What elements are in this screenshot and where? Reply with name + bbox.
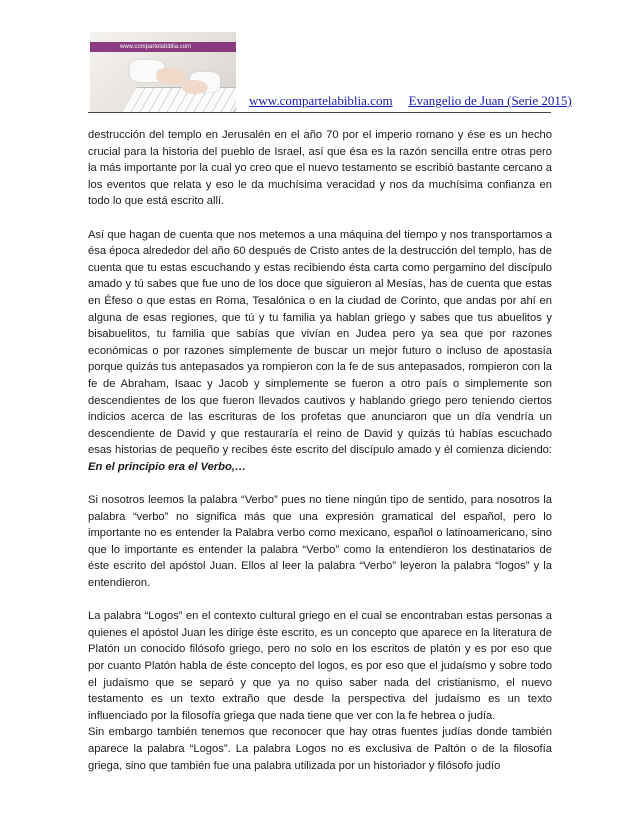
series-link[interactable]: Evangelio de Juan (Serie 2015) xyxy=(408,93,572,108)
paragraph-3: Si nosotros leemos la palabra “Verbo” pues no tiene ningún tipo de sentido, para nosotros la palabra “verbo” no significa más que una expresión gramatical del español, pero lo importante no es entender la Palabra verbo como mexicano, español o latinoamericano, sino que lo importante es entender la palabra “Verbo” como la entendieron los destinatarios de éste escrito del apóstol Juan. Ellos al leer la palabra “Verbo” leyeron la palabra “logos” y la entendieron. xyxy=(88,494,552,590)
paragraph-2-quote: En el principio era el Verbo,… xyxy=(88,460,247,473)
hand-right-illustration xyxy=(182,80,208,94)
site-link[interactable]: www.compartelabiblia.com xyxy=(249,93,393,108)
paragraph-4: La palabra “Logos” en el contexto cultural griego en el cual se encontraban estas personas a quienes el apóstol Juan les dirige éste escrito, es un concepto que aparece en la literatura de Platón un conocido filósofo griego, pero no solo en los escritos de platón y es por eso que por cuanto Platón habla de éste concepto del logos, es por eso que el judaísmo y sobre todo el judaísmo que se separó y que ya no quiso saber nada del cristianismo, el nuevo testamento es un texto extraño que desde la perspectiva del judaísmo es un texto influenciado por la filosofía griega que nada tiene que ver con la fe hebrea o judía. xyxy=(88,610,552,722)
header-links xyxy=(249,93,572,109)
keyboard-illustration xyxy=(119,87,236,112)
paragraph-2-text: Así que hagan de cuenta que nos metemos a una máquina del tiempo y nos transportamos a ésa época alrededor del año 60 después de Cristo antes de la destrucción del templo, has de cuenta que tu estas escuchando y estas recibiendo ésta carta como pergamino del discípulo amado y tú sabes que fue uno de los doce que siguieron al Mesías, has de cuenta que estas en Éfeso o que estas en Roma, Tesalónica o en la ciudad de Corinto, que andas por ahí en alguna de esas regiones, que tú y tu familia ya hablan griego y sabes que tus abuelitos y bisabuelitos, tu familia que sabías que vivían en Judea pero ya sea que por razones económicas o por razones simplemente de buscar un mejor futuro o incluso de apostasía porque quizás tus antepasados ya rompieron con la fe de sus antepasados, rompieron con la fe de Abraham, Isaac y Jacob y simplemente se fueron a otro país o simplemente son descendientes de los que fueron llevados cautivos y hablando griego pero teniendo ciertos indicios acerca de las escrituras de los profetas que anunciaron que un día vendría un descendiente de David y que restauraría el reino de David y quizás tú habías escuchado esas historias de pequeño y recibes éste escrito del discípulo amado y él comienza diciendo: xyxy=(88,228,552,457)
paragraph-1: destrucción del templo en Jerusalén en el año 70 por el imperio romano y ése es un hecho crucial para la historia del pueblo de Israel, así que ésa es la razón sencilla entre otras pero la más importante por la cual yo creo que el nuevo testamento se escribió bastante cercano a los eventos que relata y eso le da muchísima veracidad y nos da muchísima confianza en todo lo que está escrito allí. xyxy=(88,129,552,208)
header-photo xyxy=(90,32,236,112)
document-body xyxy=(88,127,552,791)
header-photo-caption: www.compartelabiblia.com xyxy=(120,44,192,50)
header-photo-url-strip xyxy=(90,42,236,52)
paragraph-5: Sin embargo también tenemos que reconocer que hay otras fuentes judías donde también aparece la palabra “Logos”. La palabra Logos no es exclusiva de Paltón o de la filosofía griega, sino que también fue una palabra utilizada por un historiador y filósofo judío xyxy=(88,726,552,772)
header-divider xyxy=(88,112,551,113)
paragraph-2 xyxy=(88,227,552,476)
hand-left-illustration xyxy=(156,68,186,84)
